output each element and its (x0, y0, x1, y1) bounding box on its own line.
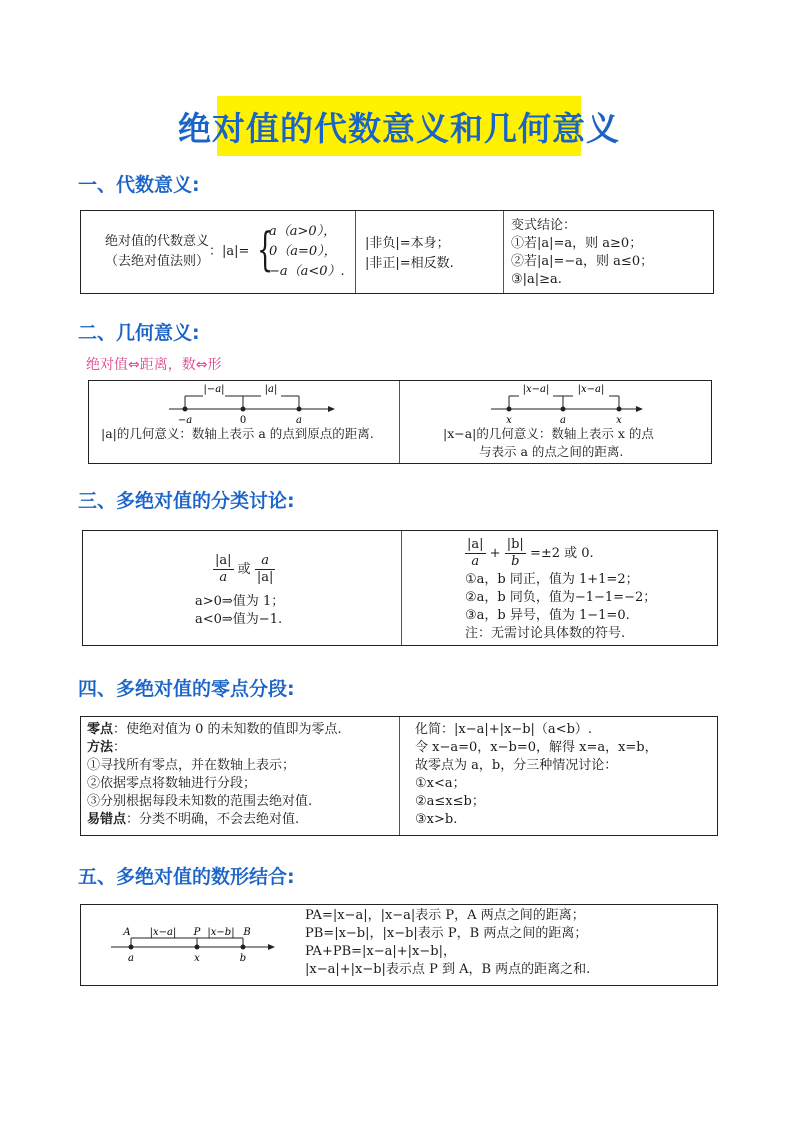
section-heading-algebraic: 一、代数意义: (78, 174, 200, 196)
page-title: 绝对值的代数意义和几何意义 (178, 108, 620, 148)
title-banner (178, 96, 620, 156)
tick-x: x (194, 953, 200, 964)
note: 注：无需讨论具体数的符号. (465, 626, 626, 641)
case-opposite-sign: ③a，b 异号，值为 1−1=0. (465, 608, 630, 623)
number-line-right (399, 381, 711, 425)
divider (355, 211, 356, 293)
tick-x-left: x (506, 415, 512, 425)
tick-zero: 0 (239, 415, 247, 425)
sum-meaning: |x−a|+|x−b|表示点 P 到 A，B 两点的距离之和. (305, 962, 591, 977)
point-B: B (243, 927, 251, 938)
variant-2: ②若|a|=−a，则 a≤0； (511, 254, 654, 269)
abs-equation: ：|a|= (209, 244, 250, 259)
case-same-negative: ②a，b 同负，值为−1−1=−2； (465, 590, 657, 605)
tick-a: a (296, 415, 302, 425)
section-heading-number-shape: 五、多绝对值的数形结合: (78, 866, 295, 888)
number-line-pa-pb (81, 905, 301, 987)
simplify-title: 化简：|x−a|+|x−b|（a<b）. (415, 722, 593, 737)
case-between: ②a≤x≤b； (415, 794, 485, 809)
algebraic-label-sub: （去绝对值法则） (105, 254, 210, 269)
case-x-less-a: ①x<a； (415, 776, 466, 791)
label-x-minus-a: |x−a| (149, 927, 177, 938)
case-a-positive: a>0⇒值为 1； (195, 594, 285, 609)
number-shape-box (80, 904, 718, 986)
variant-title: 变式结论： (511, 218, 577, 233)
case-a-negative: a<0⇒值为−1. (195, 612, 283, 627)
label-x-minus-b: |x−b| (207, 927, 235, 938)
algebraic-box (80, 210, 714, 294)
case-negative: −a（a<0）. (269, 264, 345, 279)
case-same-positive: ①a，b 同正，值为 1+1=2； (465, 572, 639, 587)
point-P: P (193, 927, 201, 938)
label-x-minus-a-right: |x−a| (577, 384, 605, 395)
fraction: $\frac{|a|}{a}$ (467, 537, 484, 569)
nonpos-rule: |非正|=相反数. (365, 256, 454, 271)
zero-point-def: 零点：使绝对值为 0 的未知数的值即为零点. (87, 722, 342, 737)
divider (503, 211, 504, 293)
frac-sum: $\frac{|a|}{a}$ + $\frac{|b|}{b}$ =±2 或 0. (467, 537, 594, 569)
label-neg-a: |−a| (203, 384, 225, 395)
case-zero: 0（a=0）， (269, 244, 337, 259)
tick-neg-a: −a (177, 415, 193, 425)
method-step-3: ③分别根据每段未知数的范围去绝对值. (87, 794, 313, 809)
section-heading-geometric: 二、几何意义: (78, 322, 200, 344)
method-step-1: ①寻找所有零点，并在数轴上表示； (87, 758, 296, 773)
geometric-box (88, 380, 712, 464)
section-heading-zero-points: 四、多绝对值的零点分段: (78, 678, 295, 700)
method-title: 方法： (87, 740, 127, 755)
tick-a: a (128, 953, 134, 964)
classification-box (82, 530, 718, 646)
solve-zero: 令 x−a=0，x−b=0，解得 x=a，x=b， (415, 740, 658, 755)
geometric-meaning-x-a: |x−a|的几何意义：数轴上表示 x 的点 (443, 426, 654, 441)
label-x-minus-a-left: |x−a| (522, 384, 550, 395)
tick-a-right: a (560, 415, 566, 425)
zero-points-box (80, 716, 718, 836)
section-heading-classification: 三、多绝对值的分类讨论: (78, 490, 295, 512)
pa-definition: PA=|x−a|，|x−a|表示 P，A 两点之间的距离； (305, 908, 585, 923)
algebraic-label: 绝对值的代数意义 (105, 234, 210, 249)
equivalence-note: 绝对值⇔距离，数⇔形 (86, 357, 222, 373)
common-mistake: 易错点：分类不明确，不会去绝对值. (87, 812, 300, 827)
fraction: $\frac{|b|}{b}$ (506, 537, 524, 569)
variant-1: ①若|a|=a，则 a≥0； (511, 236, 643, 251)
brace: { (257, 222, 274, 276)
case-positive: a（a>0）， (269, 224, 337, 239)
case-x-greater-b: ③x>b. (415, 812, 458, 827)
label-pos-a: |a| (264, 384, 278, 395)
nonneg-rule: |非负|=本身； (365, 236, 450, 251)
tick-b: b (239, 953, 247, 964)
method-step-2: ②依据零点将数轴进行分段； (87, 776, 257, 791)
geometric-meaning-a: |a|的几何意义：数轴上表示 a 的点到原点的距离. (101, 426, 374, 441)
geometric-meaning-x-a-cont: 与表示 a 的点之间的距离. (479, 444, 624, 459)
pb-definition: PB=|x−b|，|x−b|表示 P，B 两点之间的距离； (305, 926, 588, 941)
divider (399, 717, 400, 835)
fraction: $\frac{|a|}{a}$ (215, 553, 232, 585)
three-cases: 故零点为 a，b，分三种情况讨论： (415, 758, 618, 773)
divider (401, 531, 402, 645)
point-A: A (123, 927, 131, 938)
frac-pair-left: $\frac{|a|}{a}$ 或 $\frac{a}{|a|}$ (215, 553, 274, 585)
tick-x-right: x (616, 415, 622, 425)
number-line-left (89, 381, 399, 425)
pa-plus-pb: PA+PB=|x−a|+|x−b|， (305, 944, 456, 959)
fraction: $\frac{a}{|a|}$ (256, 553, 274, 585)
variant-3: ③|a|≥a. (511, 272, 562, 287)
